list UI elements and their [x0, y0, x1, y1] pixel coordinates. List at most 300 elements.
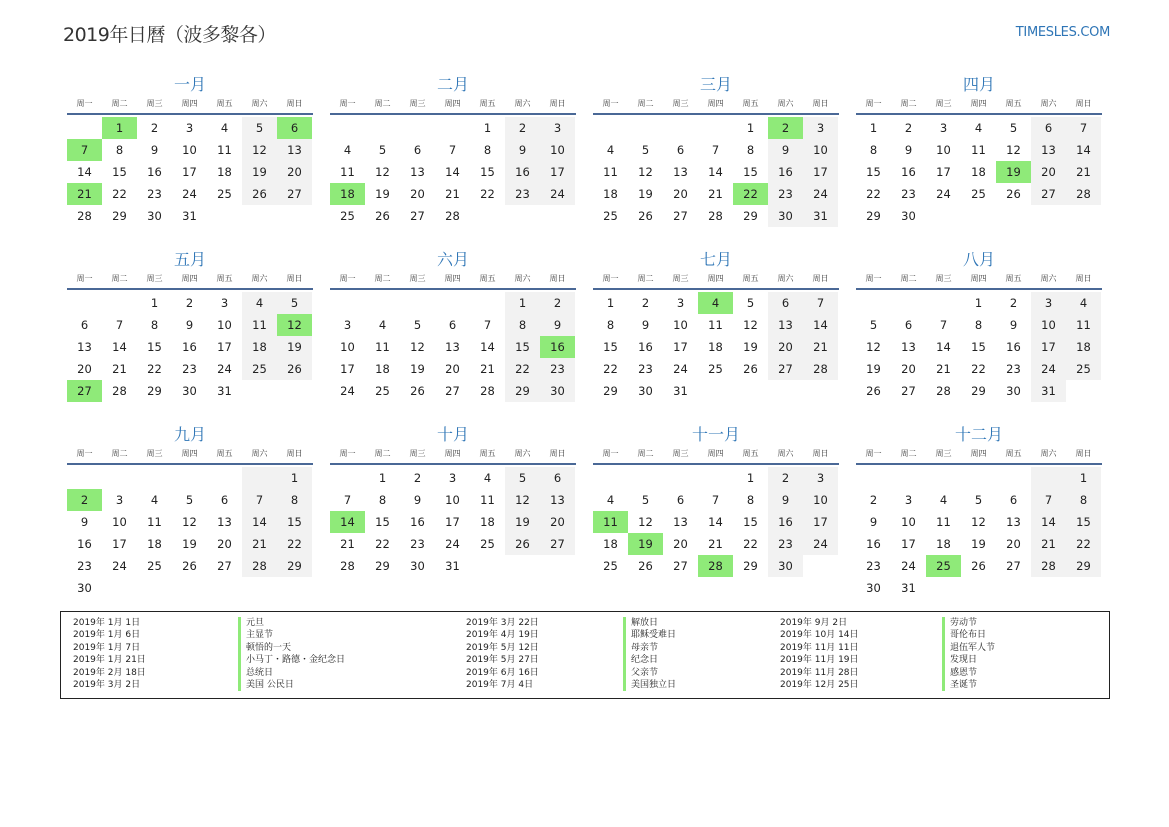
day-cell[interactable]: 17: [901, 537, 916, 551]
day-cell[interactable]: 21: [1066, 161, 1101, 183]
day-cell[interactable]: 15: [147, 340, 162, 354]
day-cell[interactable]: 27: [1031, 183, 1066, 205]
day-cell[interactable]: 22: [603, 362, 618, 376]
day-cell[interactable]: 12: [743, 318, 758, 332]
day-cell[interactable]: 17: [803, 161, 838, 183]
day-cell[interactable]: 13: [1031, 139, 1066, 161]
day-cell[interactable]: 17: [803, 511, 838, 533]
day-cell[interactable]: 19: [277, 336, 312, 358]
day-cell[interactable]: 17: [673, 340, 688, 354]
day-cell[interactable]: 20: [673, 187, 688, 201]
day-cell[interactable]: 22: [147, 362, 162, 376]
day-cell[interactable]: 2: [1009, 296, 1018, 310]
day-cell[interactable]: 5: [185, 493, 194, 507]
day-cell[interactable]: 8: [505, 314, 540, 336]
day-cell[interactable]: 9: [768, 139, 803, 161]
day-cell[interactable]: 26: [375, 209, 390, 223]
day-cell[interactable]: 30: [638, 384, 653, 398]
day-cell[interactable]: 1: [505, 292, 540, 314]
day-cell[interactable]: 2: [150, 121, 159, 135]
day-cell[interactable]: 30: [410, 559, 425, 573]
day-cell[interactable]: 26: [410, 384, 425, 398]
day-cell[interactable]: 20: [673, 537, 688, 551]
day-cell[interactable]: 28: [936, 384, 951, 398]
day-cell[interactable]: 23: [505, 183, 540, 205]
day-cell[interactable]: 5: [746, 296, 755, 310]
day-cell[interactable]: 14: [330, 511, 365, 533]
day-cell[interactable]: 6: [768, 292, 803, 314]
day-cell[interactable]: 26: [638, 209, 653, 223]
day-cell[interactable]: 21: [480, 362, 495, 376]
day-cell[interactable]: 9: [904, 143, 913, 157]
day-cell[interactable]: 2: [413, 471, 422, 485]
day-cell[interactable]: 29: [971, 384, 986, 398]
day-cell[interactable]: 11: [242, 314, 277, 336]
day-cell[interactable]: 24: [217, 362, 232, 376]
day-cell[interactable]: 4: [150, 493, 159, 507]
day-cell[interactable]: 15: [375, 515, 390, 529]
day-cell[interactable]: 19: [182, 537, 197, 551]
day-cell[interactable]: 11: [603, 165, 618, 179]
day-cell[interactable]: 2: [904, 121, 913, 135]
day-cell[interactable]: 14: [936, 340, 951, 354]
day-cell[interactable]: 18: [147, 537, 162, 551]
day-cell[interactable]: 7: [115, 318, 124, 332]
day-cell[interactable]: 12: [242, 139, 277, 161]
day-cell[interactable]: 8: [746, 143, 755, 157]
day-cell[interactable]: 20: [410, 187, 425, 201]
day-cell[interactable]: 23: [540, 358, 575, 380]
day-cell[interactable]: 25: [926, 555, 961, 577]
day-cell[interactable]: 3: [939, 121, 948, 135]
day-cell[interactable]: 4: [939, 493, 948, 507]
day-cell[interactable]: 28: [698, 555, 733, 577]
day-cell[interactable]: 6: [413, 143, 422, 157]
day-cell[interactable]: 25: [340, 209, 355, 223]
day-cell[interactable]: 10: [803, 489, 838, 511]
day-cell[interactable]: 1: [974, 296, 983, 310]
day-cell[interactable]: 21: [708, 537, 723, 551]
day-cell[interactable]: 9: [185, 318, 194, 332]
day-cell[interactable]: 11: [971, 143, 986, 157]
day-cell[interactable]: 4: [242, 292, 277, 314]
day-cell[interactable]: 10: [1031, 314, 1066, 336]
day-cell[interactable]: 27: [768, 358, 803, 380]
day-cell[interactable]: 30: [901, 209, 916, 223]
day-cell[interactable]: 19: [743, 340, 758, 354]
day-cell[interactable]: 7: [939, 318, 948, 332]
day-cell[interactable]: 7: [711, 143, 720, 157]
day-cell[interactable]: 5: [641, 493, 650, 507]
day-cell[interactable]: 19: [628, 533, 663, 555]
day-cell[interactable]: 13: [77, 340, 92, 354]
day-cell[interactable]: 23: [182, 362, 197, 376]
day-cell[interactable]: 28: [77, 209, 92, 223]
day-cell[interactable]: 13: [410, 165, 425, 179]
day-cell[interactable]: 16: [505, 161, 540, 183]
day-cell[interactable]: 15: [866, 165, 881, 179]
day-cell[interactable]: 5: [505, 467, 540, 489]
day-cell[interactable]: 26: [1006, 187, 1021, 201]
day-cell[interactable]: 14: [708, 165, 723, 179]
day-cell[interactable]: 11: [340, 165, 355, 179]
day-cell[interactable]: 11: [708, 318, 723, 332]
day-cell[interactable]: 3: [448, 471, 457, 485]
day-cell[interactable]: 30: [866, 581, 881, 595]
day-cell[interactable]: 9: [80, 515, 89, 529]
day-cell[interactable]: 28: [340, 559, 355, 573]
day-cell[interactable]: 1: [483, 121, 492, 135]
day-cell[interactable]: 14: [112, 340, 127, 354]
day-cell[interactable]: 12: [638, 515, 653, 529]
day-cell[interactable]: 14: [242, 511, 277, 533]
day-cell[interactable]: 26: [505, 533, 540, 555]
day-cell[interactable]: 1: [277, 467, 312, 489]
day-cell[interactable]: 27: [673, 559, 688, 573]
day-cell[interactable]: 28: [480, 384, 495, 398]
day-cell[interactable]: 18: [217, 165, 232, 179]
day-cell[interactable]: 25: [375, 384, 390, 398]
day-cell[interactable]: 15: [971, 340, 986, 354]
day-cell[interactable]: 6: [676, 143, 685, 157]
day-cell[interactable]: 6: [1031, 117, 1066, 139]
day-cell[interactable]: 21: [67, 183, 102, 205]
day-cell[interactable]: 31: [803, 205, 838, 227]
day-cell[interactable]: 22: [743, 537, 758, 551]
day-cell[interactable]: 21: [242, 533, 277, 555]
day-cell[interactable]: 29: [743, 559, 758, 573]
day-cell[interactable]: 6: [448, 318, 457, 332]
day-cell[interactable]: 20: [768, 336, 803, 358]
day-cell[interactable]: 13: [768, 314, 803, 336]
day-cell[interactable]: 29: [743, 209, 758, 223]
day-cell[interactable]: 17: [340, 362, 355, 376]
day-cell[interactable]: 14: [445, 165, 460, 179]
day-cell[interactable]: 10: [112, 515, 127, 529]
day-cell[interactable]: 9: [641, 318, 650, 332]
day-cell[interactable]: 15: [1066, 511, 1101, 533]
day-cell[interactable]: 4: [483, 471, 492, 485]
day-cell[interactable]: 15: [603, 340, 618, 354]
day-cell[interactable]: 4: [343, 143, 352, 157]
day-cell[interactable]: 17: [445, 515, 460, 529]
day-cell[interactable]: 23: [768, 183, 803, 205]
day-cell[interactable]: 16: [77, 537, 92, 551]
day-cell[interactable]: 2: [641, 296, 650, 310]
day-cell[interactable]: 11: [593, 511, 628, 533]
day-cell[interactable]: 1: [1066, 467, 1101, 489]
day-cell[interactable]: 16: [866, 537, 881, 551]
day-cell[interactable]: 17: [1031, 336, 1066, 358]
day-cell[interactable]: 3: [1031, 292, 1066, 314]
day-cell[interactable]: 5: [413, 318, 422, 332]
day-cell[interactable]: 2: [768, 467, 803, 489]
day-cell[interactable]: 30: [77, 581, 92, 595]
day-cell[interactable]: 4: [606, 493, 615, 507]
day-cell[interactable]: 27: [673, 209, 688, 223]
day-cell[interactable]: 27: [540, 533, 575, 555]
day-cell[interactable]: 4: [378, 318, 387, 332]
day-cell[interactable]: 14: [77, 165, 92, 179]
day-cell[interactable]: 10: [936, 143, 951, 157]
day-cell[interactable]: 13: [217, 515, 232, 529]
day-cell[interactable]: 9: [540, 314, 575, 336]
day-cell[interactable]: 11: [147, 515, 162, 529]
day-cell[interactable]: 9: [869, 515, 878, 529]
day-cell[interactable]: 31: [901, 581, 916, 595]
day-cell[interactable]: 29: [1066, 555, 1101, 577]
day-cell[interactable]: 30: [1006, 384, 1021, 398]
day-cell[interactable]: 2: [505, 117, 540, 139]
day-cell[interactable]: 14: [1066, 139, 1101, 161]
day-cell[interactable]: 6: [540, 467, 575, 489]
day-cell[interactable]: 16: [768, 161, 803, 183]
day-cell[interactable]: 8: [150, 318, 159, 332]
day-cell[interactable]: 31: [445, 559, 460, 573]
day-cell[interactable]: 22: [1066, 533, 1101, 555]
day-cell[interactable]: 6: [1009, 493, 1018, 507]
day-cell[interactable]: 12: [1006, 143, 1021, 157]
day-cell[interactable]: 17: [217, 340, 232, 354]
day-cell[interactable]: 2: [869, 493, 878, 507]
day-cell[interactable]: 24: [803, 533, 838, 555]
day-cell[interactable]: 29: [375, 559, 390, 573]
day-cell[interactable]: 22: [375, 537, 390, 551]
day-cell[interactable]: 4: [606, 143, 615, 157]
day-cell[interactable]: 25: [242, 358, 277, 380]
day-cell[interactable]: 21: [936, 362, 951, 376]
day-cell[interactable]: 23: [147, 187, 162, 201]
day-cell[interactable]: 30: [182, 384, 197, 398]
day-cell[interactable]: 5: [974, 493, 983, 507]
day-cell[interactable]: 10: [803, 139, 838, 161]
day-cell[interactable]: 18: [1066, 336, 1101, 358]
day-cell[interactable]: 1: [746, 121, 755, 135]
day-cell[interactable]: 16: [182, 340, 197, 354]
day-cell[interactable]: 14: [803, 314, 838, 336]
day-cell[interactable]: 18: [480, 515, 495, 529]
day-cell[interactable]: 7: [448, 143, 457, 157]
brand-link[interactable]: TIMESLES.COM: [1015, 25, 1110, 40]
day-cell[interactable]: 13: [445, 340, 460, 354]
day-cell[interactable]: 22: [480, 187, 495, 201]
day-cell[interactable]: 28: [803, 358, 838, 380]
day-cell[interactable]: 27: [901, 384, 916, 398]
day-cell[interactable]: 30: [147, 209, 162, 223]
day-cell[interactable]: 8: [869, 143, 878, 157]
day-cell[interactable]: 3: [540, 117, 575, 139]
day-cell[interactable]: 7: [1031, 489, 1066, 511]
day-cell[interactable]: 19: [638, 187, 653, 201]
day-cell[interactable]: 27: [1006, 559, 1021, 573]
day-cell[interactable]: 28: [708, 209, 723, 223]
day-cell[interactable]: 19: [866, 362, 881, 376]
day-cell[interactable]: 10: [673, 318, 688, 332]
day-cell[interactable]: 9: [150, 143, 159, 157]
day-cell[interactable]: 31: [673, 384, 688, 398]
day-cell[interactable]: 21: [708, 187, 723, 201]
day-cell[interactable]: 28: [445, 209, 460, 223]
day-cell[interactable]: 24: [182, 187, 197, 201]
day-cell[interactable]: 28: [242, 555, 277, 577]
day-cell[interactable]: 23: [1006, 362, 1021, 376]
day-cell[interactable]: 23: [901, 187, 916, 201]
day-cell[interactable]: 25: [971, 187, 986, 201]
day-cell[interactable]: 8: [974, 318, 983, 332]
day-cell[interactable]: 16: [768, 511, 803, 533]
day-cell[interactable]: 2: [540, 292, 575, 314]
day-cell[interactable]: 6: [676, 493, 685, 507]
day-cell[interactable]: 4: [1066, 292, 1101, 314]
day-cell[interactable]: 1: [606, 296, 615, 310]
day-cell[interactable]: 30: [540, 380, 575, 402]
day-cell[interactable]: 25: [147, 559, 162, 573]
day-cell[interactable]: 19: [996, 161, 1031, 183]
day-cell[interactable]: 25: [603, 209, 618, 223]
day-cell[interactable]: 25: [1066, 358, 1101, 380]
day-cell[interactable]: 3: [220, 296, 229, 310]
day-cell[interactable]: 20: [217, 537, 232, 551]
day-cell[interactable]: 25: [480, 537, 495, 551]
day-cell[interactable]: 26: [743, 362, 758, 376]
day-cell[interactable]: 24: [936, 187, 951, 201]
day-cell[interactable]: 16: [410, 515, 425, 529]
day-cell[interactable]: 8: [378, 493, 387, 507]
day-cell[interactable]: 21: [112, 362, 127, 376]
day-cell[interactable]: 3: [343, 318, 352, 332]
day-cell[interactable]: 18: [375, 362, 390, 376]
day-cell[interactable]: 1: [869, 121, 878, 135]
day-cell[interactable]: 28: [1066, 183, 1101, 205]
day-cell[interactable]: 31: [217, 384, 232, 398]
day-cell[interactable]: 6: [277, 117, 312, 139]
day-cell[interactable]: 4: [698, 292, 733, 314]
day-cell[interactable]: 12: [866, 340, 881, 354]
day-cell[interactable]: 15: [743, 515, 758, 529]
day-cell[interactable]: 17: [112, 537, 127, 551]
day-cell[interactable]: 1: [102, 117, 137, 139]
day-cell[interactable]: 19: [410, 362, 425, 376]
day-cell[interactable]: 2: [185, 296, 194, 310]
day-cell[interactable]: 2: [768, 117, 803, 139]
day-cell[interactable]: 28: [112, 384, 127, 398]
day-cell[interactable]: 12: [638, 165, 653, 179]
day-cell[interactable]: 12: [375, 165, 390, 179]
day-cell[interactable]: 24: [540, 183, 575, 205]
day-cell[interactable]: 1: [150, 296, 159, 310]
day-cell[interactable]: 20: [1006, 537, 1021, 551]
day-cell[interactable]: 10: [217, 318, 232, 332]
day-cell[interactable]: 27: [410, 209, 425, 223]
day-cell[interactable]: 21: [803, 336, 838, 358]
day-cell[interactable]: 13: [901, 340, 916, 354]
day-cell[interactable]: 27: [277, 183, 312, 205]
day-cell[interactable]: 23: [768, 533, 803, 555]
day-cell[interactable]: 20: [445, 362, 460, 376]
day-cell[interactable]: 25: [217, 187, 232, 201]
day-cell[interactable]: 18: [936, 537, 951, 551]
day-cell[interactable]: 22: [866, 187, 881, 201]
day-cell[interactable]: 17: [182, 165, 197, 179]
day-cell[interactable]: 24: [901, 559, 916, 573]
day-cell[interactable]: 18: [603, 187, 618, 201]
day-cell[interactable]: 6: [80, 318, 89, 332]
day-cell[interactable]: 22: [505, 358, 540, 380]
day-cell[interactable]: 29: [147, 384, 162, 398]
day-cell[interactable]: 7: [343, 493, 352, 507]
day-cell[interactable]: 12: [971, 515, 986, 529]
day-cell[interactable]: 24: [803, 183, 838, 205]
day-cell[interactable]: 15: [480, 165, 495, 179]
day-cell[interactable]: 16: [540, 336, 575, 358]
day-cell[interactable]: 11: [217, 143, 232, 157]
day-cell[interactable]: 8: [483, 143, 492, 157]
day-cell[interactable]: 13: [540, 489, 575, 511]
day-cell[interactable]: 27: [217, 559, 232, 573]
day-cell[interactable]: 20: [901, 362, 916, 376]
day-cell[interactable]: 18: [971, 165, 986, 179]
day-cell[interactable]: 1: [378, 471, 387, 485]
day-cell[interactable]: 18: [330, 183, 365, 205]
day-cell[interactable]: 17: [936, 165, 951, 179]
day-cell[interactable]: 3: [803, 467, 838, 489]
day-cell[interactable]: 24: [340, 384, 355, 398]
day-cell[interactable]: 20: [77, 362, 92, 376]
day-cell[interactable]: 3: [803, 117, 838, 139]
day-cell[interactable]: 15: [505, 336, 540, 358]
day-cell[interactable]: 1: [746, 471, 755, 485]
day-cell[interactable]: 2: [67, 489, 102, 511]
day-cell[interactable]: 10: [901, 515, 916, 529]
day-cell[interactable]: 7: [711, 493, 720, 507]
day-cell[interactable]: 27: [67, 380, 102, 402]
day-cell[interactable]: 27: [445, 384, 460, 398]
day-cell[interactable]: 7: [242, 489, 277, 511]
day-cell[interactable]: 29: [505, 380, 540, 402]
day-cell[interactable]: 22: [971, 362, 986, 376]
day-cell[interactable]: 11: [1066, 314, 1101, 336]
day-cell[interactable]: 7: [67, 139, 102, 161]
day-cell[interactable]: 24: [445, 537, 460, 551]
day-cell[interactable]: 18: [708, 340, 723, 354]
day-cell[interactable]: 16: [638, 340, 653, 354]
day-cell[interactable]: 18: [242, 336, 277, 358]
day-cell[interactable]: 9: [1009, 318, 1018, 332]
day-cell[interactable]: 5: [378, 143, 387, 157]
day-cell[interactable]: 28: [1031, 555, 1066, 577]
day-cell[interactable]: 29: [866, 209, 881, 223]
day-cell[interactable]: 10: [340, 340, 355, 354]
day-cell[interactable]: 14: [1031, 511, 1066, 533]
day-cell[interactable]: 5: [242, 117, 277, 139]
day-cell[interactable]: 15: [743, 165, 758, 179]
day-cell[interactable]: 15: [277, 511, 312, 533]
day-cell[interactable]: 10: [540, 139, 575, 161]
day-cell[interactable]: 12: [277, 314, 312, 336]
day-cell[interactable]: 20: [1031, 161, 1066, 183]
day-cell[interactable]: 5: [277, 292, 312, 314]
day-cell[interactable]: 23: [410, 537, 425, 551]
day-cell[interactable]: 21: [445, 187, 460, 201]
day-cell[interactable]: 8: [277, 489, 312, 511]
day-cell[interactable]: 24: [112, 559, 127, 573]
day-cell[interactable]: 24: [1031, 358, 1066, 380]
day-cell[interactable]: 19: [505, 511, 540, 533]
day-cell[interactable]: 11: [375, 340, 390, 354]
day-cell[interactable]: 13: [1006, 515, 1021, 529]
day-cell[interactable]: 26: [971, 559, 986, 573]
day-cell[interactable]: 23: [77, 559, 92, 573]
